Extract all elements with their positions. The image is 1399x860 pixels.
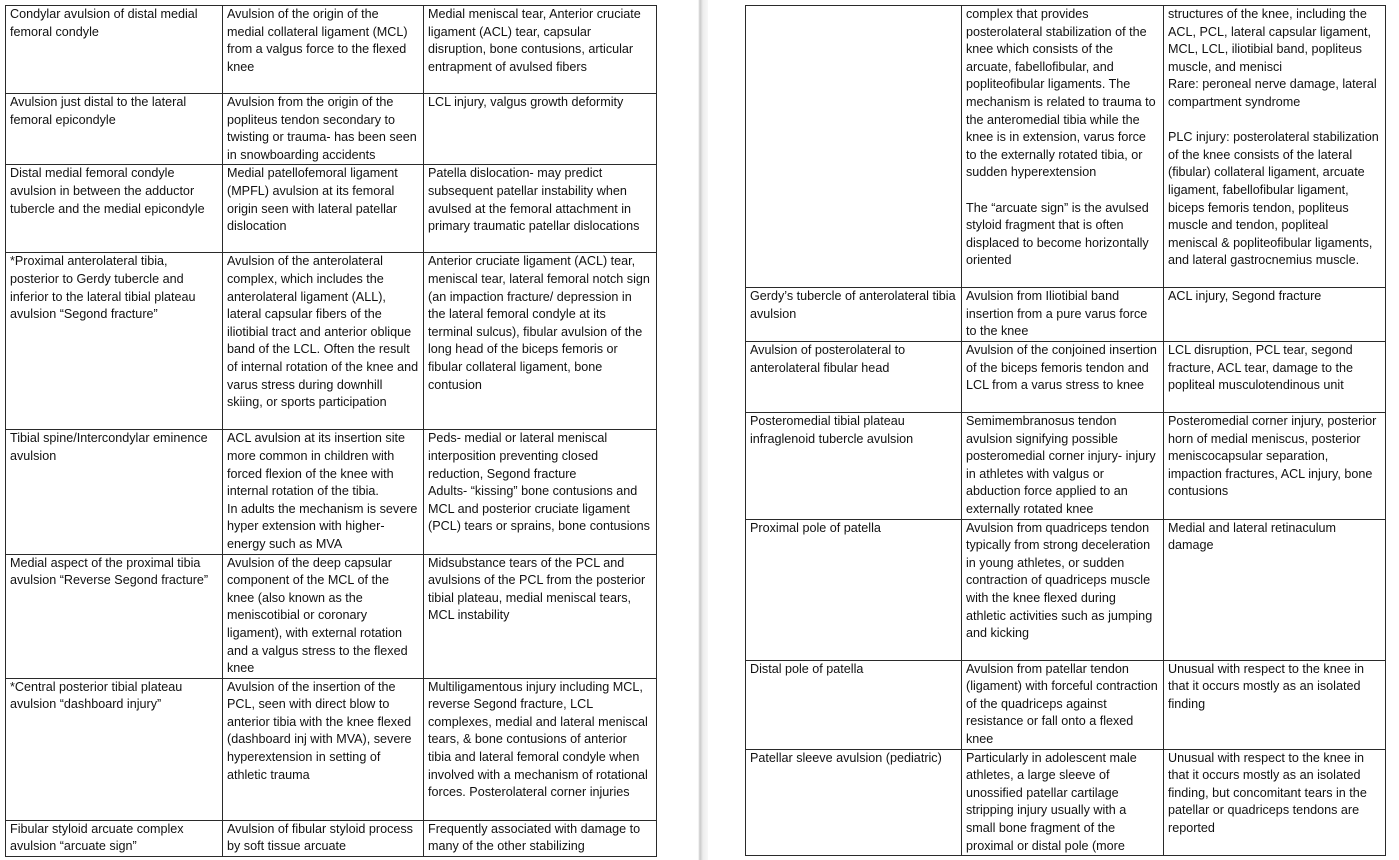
mechanism-cell: ACL avulsion at its insertion site more common in children with forced flexion of the knee with internal rotation of the tibia. In adults the mechanism is severe hyper extension with higher-energy such as MVA xyxy=(223,430,424,554)
mechanism-cell: Avulsion from the origin of the popliteus tendon secondary to twisting or trauma- has been seen in snowboarding accidents xyxy=(223,94,424,165)
associated-injuries-cell: ACL injury, Segond fracture xyxy=(1164,288,1386,342)
table-row xyxy=(746,660,1386,749)
mechanism-cell: Avulsion of the origin of the medial collateral ligament (MCL) from a valgus force to the flexed knee xyxy=(223,6,424,94)
location-cell: Condylar avulsion of distal medial femoral condyle xyxy=(6,6,223,94)
table-row xyxy=(6,430,657,554)
table-row xyxy=(6,6,657,94)
location-cell: *Proximal anterolateral tibia, posterior to Gerdy tubercle and inferior to the lateral tibial plateau avulsion “Segond fracture” xyxy=(6,253,223,430)
associated-injuries-cell: Anterior cruciate ligament (ACL) tear, meniscal tear, lateral femoral notch sign (an impaction fracture/ depression in the lateral femoral condyle at its terminal sulcus), fibular avulsion of the long head of the biceps femoris or fibular collateral ligament, bone contusion xyxy=(424,253,657,430)
associated-injuries-cell: Medial meniscal tear, Anterior cruciate ligament (ACL) tear, capsular disruption, bone contusions, articular entrapment of avulsed fibers xyxy=(424,6,657,94)
associated-injuries-cell: Posteromedial corner injury, posterior horn of medial meniscus, posterior meniscocapsular separation, impaction fractures, ACL injury, bone contusions xyxy=(1164,413,1386,520)
mechanism-cell: Avulsion from quadriceps tendon typically from strong deceleration in young athletes, or sudden contraction of quadriceps muscle with the knee flexed during athletic activities such as jumping and kicking xyxy=(962,519,1164,660)
location-cell: Tibial spine/Intercondylar eminence avulsion xyxy=(6,430,223,554)
location-cell: Distal pole of patella xyxy=(746,660,962,749)
table-row xyxy=(6,253,657,430)
table-row xyxy=(746,6,1386,288)
associated-injuries-cell: Unusual with respect to the knee in that it occurs mostly as an isolated finding xyxy=(1164,660,1386,749)
table-row xyxy=(6,554,657,678)
table-row xyxy=(6,678,657,820)
mechanism-cell: Avulsion of the deep capsular component of the MCL of the knee (also known as the meniscotibial or coronary ligament), with external rotation and a valgus stress to the flexed knee xyxy=(223,554,424,678)
table-row xyxy=(6,165,657,253)
location-cell: Gerdy’s tubercle of anterolateral tibia avulsion xyxy=(746,288,962,342)
table-row xyxy=(746,288,1386,342)
associated-injuries-cell: LCL injury, valgus growth deformity xyxy=(424,94,657,165)
location-cell: Posteromedial tibial plateau infraglenoid tubercle avulsion xyxy=(746,413,962,520)
mechanism-cell: Avulsion of the conjoined insertion of the biceps femoris tendon and LCL from a varus stress to knee xyxy=(962,342,1164,413)
location-cell: Proximal pole of patella xyxy=(746,519,962,660)
associated-injuries-cell: Patella dislocation- may predict subsequent patellar instability when avulsed at the femoral attachment in primary traumatic patellar dislocations xyxy=(424,165,657,253)
location-cell: Avulsion just distal to the lateral femoral epicondyle xyxy=(6,94,223,165)
mechanism-cell: Avulsion from Iliotibial band insertion from a pure varus force to the knee xyxy=(962,288,1164,342)
mechanism-cell: Avulsion of fibular styloid process by soft tissue arcuate xyxy=(223,820,424,856)
location-cell: Medial aspect of the proximal tibia avulsion “Reverse Segond fracture” xyxy=(6,554,223,678)
associated-injuries-cell: Frequently associated with damage to many of the other stabilizing xyxy=(424,820,657,856)
location-cell: *Central posterior tibial plateau avulsion “dashboard injury” xyxy=(6,678,223,820)
table-row xyxy=(746,519,1386,660)
location-cell: Patellar sleeve avulsion (pediatric) xyxy=(746,749,962,856)
location-cell: Distal medial femoral condyle avulsion in between the adductor tubercle and the medial epicondyle xyxy=(6,165,223,253)
associated-injuries-cell: Peds- medial or lateral meniscal interposition preventing closed reduction, Segond fracture Adults- “kissing” bone contusions and MCL and posterior cruciate ligament (PCL) tears or sprains, bone contusions xyxy=(424,430,657,554)
associated-injuries-cell: Unusual with respect to the knee in that it occurs mostly as an isolated finding, but concomitant tears in the patellar or quadriceps tendons are reported xyxy=(1164,749,1386,856)
associated-injuries-cell: Midsubstance tears of the PCL and avulsions of the PCL from the posterior tibial plateau, medial meniscal tears, MCL instability xyxy=(424,554,657,678)
table-row xyxy=(746,413,1386,520)
mechanism-cell: Avulsion of the insertion of the PCL, seen with direct blow to anterior tibia with the knee flexed (dashboard inj with MVA), severe hyperextension in setting of athletic trauma xyxy=(223,678,424,820)
associated-injuries-cell: structures of the knee, including the ACL, PCL, lateral capsular ligament, MCL, LCL, iliotibial band, popliteus muscle, and menisci Rare: peroneal nerve damage, lateral compartment syndrome PLC injury: posterolateral stabilization of the knee consists of the lateral (fibular) collateral ligament, arcuate ligament, fabellofibular ligament, biceps femoris tendon, popliteus muscle and tendon, popliteal meniscal & popliteofibular ligaments, and lateral gastrocnemius muscle. xyxy=(1164,6,1386,288)
location-cell xyxy=(746,6,962,288)
page-divider xyxy=(698,0,708,860)
table-row xyxy=(6,820,657,856)
table-row xyxy=(6,94,657,165)
mechanism-cell: Particularly in adolescent male athletes, a large sleeve of unossified patellar cartilage stripping injury usually with a small bone fragment of the proximal or distal pole (more xyxy=(962,749,1164,856)
associated-injuries-cell: Multiligamentous injury including MCL, reverse Segond fracture, LCL complexes, medial and lateral meniscal tears, & bone contusions of anterior tibia and lateral femoral condyle when involved with a mechanism of rotational forces. Posterolateral corner injuries xyxy=(424,678,657,820)
table-row xyxy=(746,342,1386,413)
location-cell: Fibular styloid arcuate complex avulsion “arcuate sign” xyxy=(6,820,223,856)
mechanism-cell: complex that provides posterolateral stabilization of the knee which consists of the arcuate, fabellofibular, and popliteofibular ligaments. The mechanism is related to trauma to the anteromedial tibia while the knee is in extension, varus force to the externally rotated tibia, or sudden hyperextension The “arcuate sign” is the avulsed styloid fragment that is often displaced to become horizontally oriented xyxy=(962,6,1164,288)
right-page-table xyxy=(745,5,1386,856)
left-page-table xyxy=(5,5,657,857)
mechanism-cell: Avulsion of the anterolateral complex, which includes the anterolateral ligament (ALL), lateral capsular fibers of the iliotibial tract and anterior oblique band of the LCL. Often the result of internal rotation of the knee and varus stress during downhill skiing, or sports participation xyxy=(223,253,424,430)
mechanism-cell: Medial patellofemoral ligament (MPFL) avulsion at its femoral origin seen with lateral patellar dislocation xyxy=(223,165,424,253)
mechanism-cell: Avulsion from patellar tendon (ligament) with forceful contraction of the quadriceps against resistance or fall onto a flexed knee xyxy=(962,660,1164,749)
mechanism-cell: Semimembranosus tendon avulsion signifying possible posteromedial corner injury- injury in athletes with valgus or abduction force applied to an externally rotated knee xyxy=(962,413,1164,520)
associated-injuries-cell: LCL disruption, PCL tear, segond fracture, ACL tear, damage to the popliteal musculotendinous unit xyxy=(1164,342,1386,413)
table-row xyxy=(746,749,1386,856)
associated-injuries-cell: Medial and lateral retinaculum damage xyxy=(1164,519,1386,660)
location-cell: Avulsion of posterolateral to anterolateral fibular head xyxy=(746,342,962,413)
